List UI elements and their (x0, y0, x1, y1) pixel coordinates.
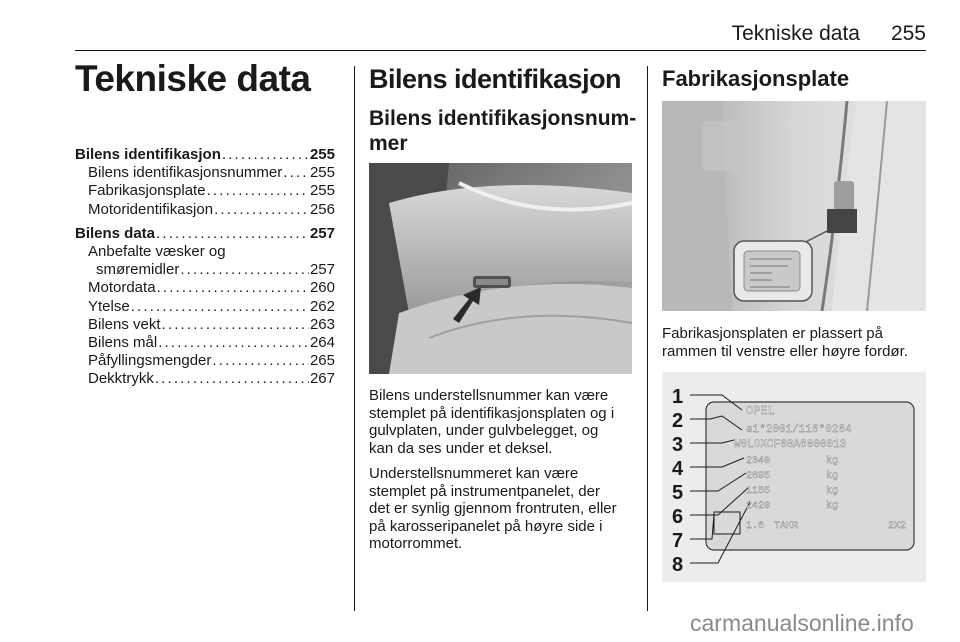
toc-entry-page: 264 (309, 334, 335, 352)
toc-entry-label: Bilens mål (88, 334, 158, 352)
toc-entry-label: Påfyllingsmengder (88, 352, 212, 370)
toc-entry[interactable] (75, 316, 335, 334)
callout-5: 5 (672, 482, 684, 504)
toc-entry-page: 257 (309, 261, 335, 279)
plate-bottom-mid: TAKR (774, 521, 799, 532)
text-line: Understellsnummeret kan være (369, 465, 579, 482)
toc-leader-dots (214, 201, 309, 219)
plate-weight-1: 2340 (746, 456, 771, 467)
column-divider-left (354, 66, 355, 611)
toc-entry-label: Bilens data (75, 224, 156, 242)
watermark: carmanualsonline.info (690, 610, 914, 636)
subsection-heading-line: Bilens identifikasjonsnum- (369, 107, 637, 130)
toc-entry[interactable] (75, 279, 335, 297)
toc-entry-label: Bilens vekt (88, 315, 161, 333)
vin-paragraph-2 (369, 465, 617, 553)
toc-entry[interactable] (75, 164, 335, 182)
toc-entry[interactable] (75, 298, 335, 316)
plate-unit-2: kg (826, 471, 839, 482)
toc-entry-page: 267 (309, 370, 335, 388)
toc-leader-dots (156, 225, 309, 243)
toc-entry-label: Bilens identifikasjonsnummer (88, 164, 283, 182)
toc-entry-page: 260 (309, 279, 335, 297)
plate-diagram (662, 372, 926, 582)
plate-approval-line: e1*2001/116*0264 (746, 424, 852, 436)
text-line: Bilens understellsnummer kan være (369, 387, 609, 404)
subsection-heading-line: mer (369, 132, 408, 155)
toc-entry[interactable] (75, 352, 335, 370)
plate-weight-2: 2895 (746, 471, 771, 482)
plate-weight-4: 2420 (746, 501, 771, 512)
toc-leader-dots (212, 352, 309, 370)
text-line: gulvplaten, under gulvbelegget, og (369, 422, 599, 439)
toc-leader-dots (180, 261, 309, 279)
page-number: 255 (890, 22, 926, 45)
plate-vin: W0LOXCF68A6000013 (734, 439, 847, 451)
table-of-contents (75, 146, 335, 389)
toc-entry[interactable] (75, 334, 335, 352)
toc-leader-dots (222, 146, 309, 164)
toc-entry-page: 262 (309, 297, 335, 315)
toc-leader-dots (283, 164, 309, 182)
running-title: Tekniske data (731, 22, 860, 45)
toc-entry[interactable] (75, 201, 335, 219)
chapter-title: Tekniske data (75, 58, 311, 99)
plate-make: OPEL (746, 404, 775, 418)
callout-1: 1 (672, 386, 684, 408)
callout-3: 3 (672, 434, 684, 456)
text-line: på karosseripanelet på høyre side i (369, 517, 603, 535)
toc-entry-label: Anbefalte væsker og (88, 243, 226, 261)
toc-entry-label: Motoridentifikasjon (88, 200, 214, 218)
text-line: det er synlig gjennom frontruten, eller (369, 500, 617, 517)
plate-heading: Fabrikasjonsplate (662, 66, 850, 91)
toc-entry[interactable] (75, 370, 335, 388)
toc-entry-page: 255 (309, 146, 335, 163)
toc-entry-label: Bilens identifikasjon (75, 146, 221, 163)
callout-6: 6 (672, 506, 684, 528)
text-line: stemplet på identifikasjonsplaten og i (369, 404, 615, 422)
plate-weight-3: 1155 (746, 486, 771, 497)
toc-leader-dots (207, 182, 309, 200)
toc-leader-dots (158, 334, 309, 352)
toc-entry[interactable] (75, 243, 335, 261)
callout-2: 2 (672, 410, 684, 432)
toc-entry-label: Motordata (88, 279, 156, 297)
text-line: rammen til venstre eller høyre fordør. (662, 342, 908, 360)
callout-7: 7 (672, 530, 684, 552)
plate-bottom-left: 1.6 (746, 521, 765, 532)
toc-entry-page: 265 (309, 352, 335, 370)
toc-entry-page: 255 (309, 164, 335, 182)
callout-4: 4 (672, 458, 684, 480)
toc-entry-label: Dekktrykk (88, 370, 154, 388)
toc-entry[interactable] (75, 261, 335, 279)
toc-entry-page: 257 (309, 224, 335, 242)
toc-section-entry[interactable] (75, 225, 335, 243)
plate-bottom-right: 2X2 (888, 521, 907, 532)
toc-entry[interactable] (75, 182, 335, 200)
text-line: stemplet på instrumentpanelet, der (369, 482, 600, 500)
toc-entry-label: smøremidler (96, 261, 180, 279)
toc-entry-page: 263 (309, 315, 335, 333)
toc-section-entry[interactable] (75, 146, 335, 164)
toc-leader-dots (157, 279, 309, 297)
text-line: kan da ses under et deksel. (369, 439, 553, 457)
toc-leader-dots (162, 316, 309, 334)
toc-entry-label: Ytelse (88, 297, 130, 315)
plate-paragraph (662, 325, 908, 360)
plate-unit-3: kg (826, 486, 839, 497)
vin-location-photo (369, 163, 632, 374)
plate-unit-1: kg (826, 456, 839, 467)
toc-leader-dots (155, 370, 309, 388)
header-rule (75, 50, 926, 51)
subsection-heading (369, 106, 636, 156)
vin-paragraph-1 (369, 387, 614, 457)
text-line: motorrommet. (369, 535, 463, 552)
plate-unit-4: kg (826, 501, 839, 512)
column-divider-right (647, 66, 648, 611)
toc-entry-page: 255 (309, 182, 335, 200)
plate-location-photo (662, 101, 926, 311)
callout-8: 8 (672, 554, 684, 576)
toc-entry-page: 256 (309, 200, 335, 218)
toc-leader-dots (131, 298, 309, 316)
section-heading: Bilens identifikasjon (369, 64, 622, 94)
text-line: Fabrikasjonsplaten er plassert på (662, 325, 883, 342)
toc-entry-label: Fabrikasjonsplate (88, 182, 206, 200)
